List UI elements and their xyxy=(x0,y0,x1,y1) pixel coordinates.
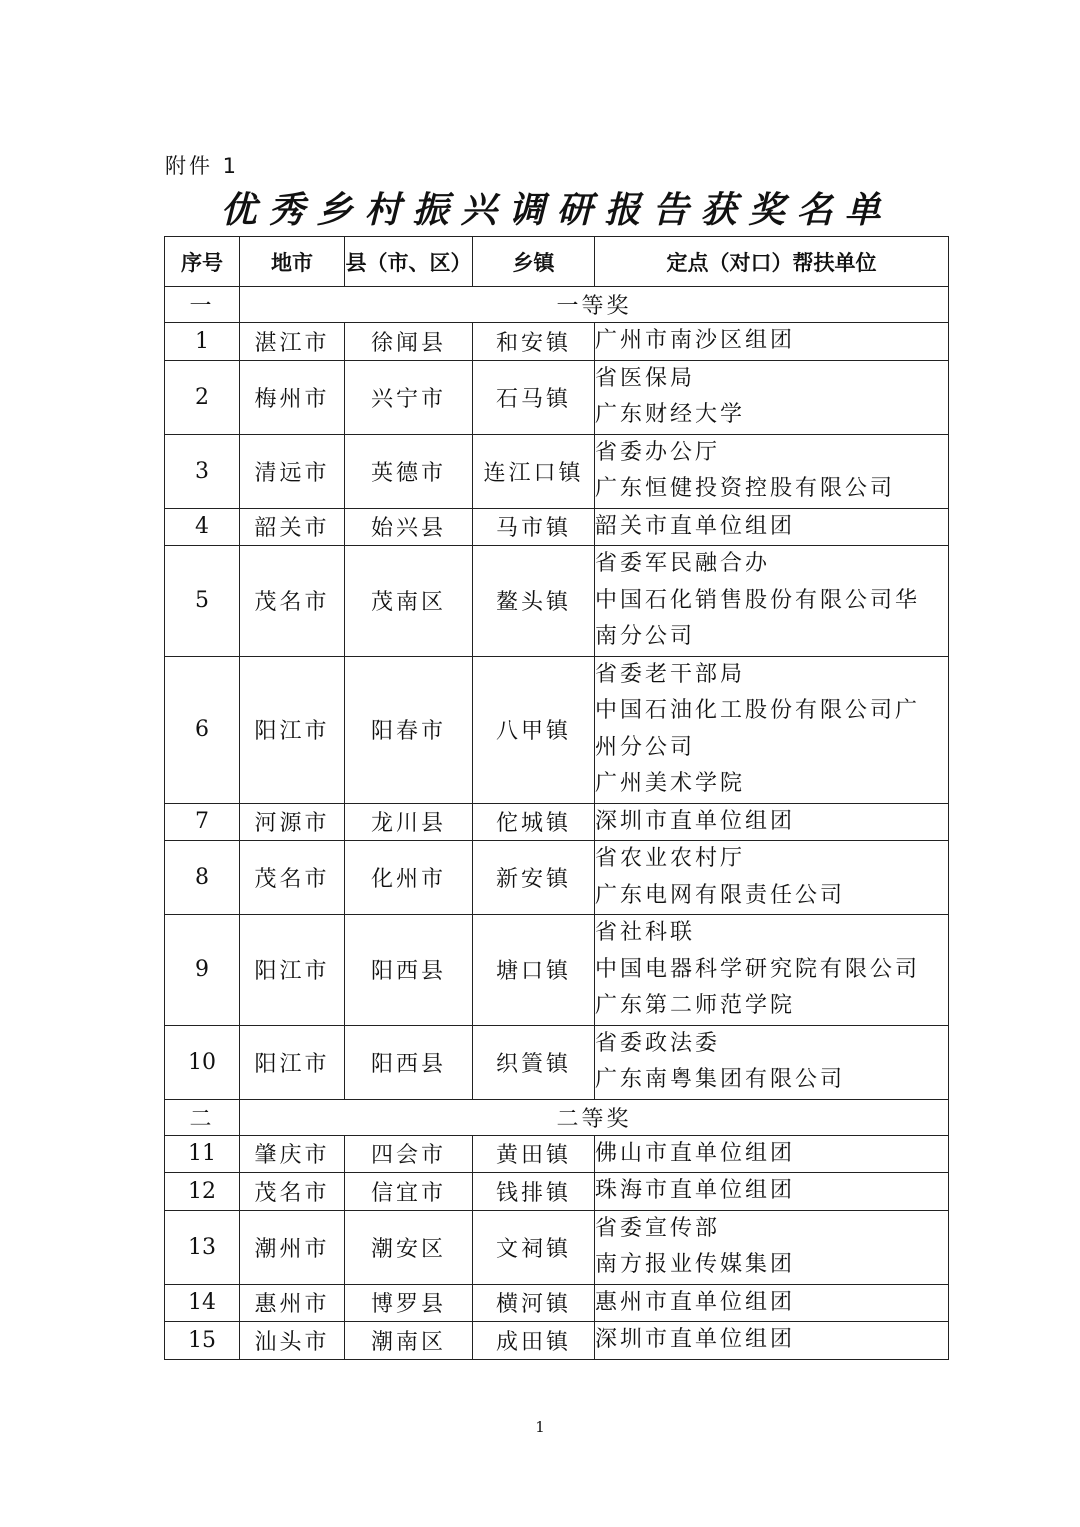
cell-town: 石马镇 xyxy=(473,360,595,434)
cell-unit xyxy=(595,915,949,1026)
cell-county: 潮南区 xyxy=(345,1322,473,1360)
unit-line: 省委军民融合办 xyxy=(595,551,771,576)
cell-county: 阳西县 xyxy=(345,915,473,1026)
cell-city: 茂名市 xyxy=(240,546,345,657)
unit-line: 省农业农村厅 xyxy=(595,846,746,871)
cell-no: 3 xyxy=(165,434,240,508)
cell-city: 阳江市 xyxy=(240,915,345,1026)
cell-county: 阳春市 xyxy=(345,656,473,803)
unit-line: 惠州市直单位组团 xyxy=(595,1289,796,1315)
cell-no: 6 xyxy=(165,656,240,803)
cell-unit xyxy=(595,546,949,657)
cell-county: 博罗县 xyxy=(345,1284,473,1322)
cell-county: 潮安区 xyxy=(345,1210,473,1284)
unit-line: 州分公司 xyxy=(595,734,696,760)
cell-unit xyxy=(595,508,949,546)
cell-county: 茂南区 xyxy=(345,546,473,657)
section-name: 一等奖 xyxy=(240,287,949,323)
table-row xyxy=(165,323,949,361)
cell-county: 徐闻县 xyxy=(345,323,473,361)
cell-town: 文祠镇 xyxy=(473,1210,595,1284)
unit-line: 省医保局 xyxy=(595,365,696,391)
unit-line: 省委宣传部 xyxy=(595,1215,721,1241)
table-row xyxy=(165,841,949,915)
unit-line: 深圳市直单位组团 xyxy=(595,1327,796,1352)
cell-no: 11 xyxy=(165,1135,240,1173)
cell-no: 15 xyxy=(165,1322,240,1360)
cell-town: 佗城镇 xyxy=(473,803,595,841)
table-row xyxy=(165,1025,949,1099)
attachment-label: 附件 1 xyxy=(165,154,240,178)
cell-city: 汕头市 xyxy=(240,1322,345,1360)
table-row xyxy=(165,1322,949,1360)
cell-city: 茂名市 xyxy=(240,841,345,915)
cell-town: 鳌头镇 xyxy=(473,546,595,657)
cell-unit xyxy=(595,434,949,508)
cell-unit xyxy=(595,1173,949,1211)
unit-line: 南方报业传媒集团 xyxy=(595,1252,796,1277)
cell-town: 塘口镇 xyxy=(473,915,595,1026)
cell-town: 和安镇 xyxy=(473,323,595,361)
cell-unit xyxy=(595,1025,949,1099)
cell-unit xyxy=(595,360,949,434)
cell-county: 兴宁市 xyxy=(345,360,473,434)
cell-unit xyxy=(595,1135,949,1173)
section-index: 一 xyxy=(165,287,240,323)
unit-line: 省委老干部局 xyxy=(595,661,746,687)
unit-line: 中国石油化工股份有限公司广 xyxy=(595,698,921,723)
cell-city: 潮州市 xyxy=(240,1210,345,1284)
cell-no: 10 xyxy=(165,1025,240,1099)
cell-city: 河源市 xyxy=(240,803,345,841)
unit-line: 韶关市直单位组团 xyxy=(595,513,796,539)
table-row xyxy=(165,803,949,841)
cell-county: 化州市 xyxy=(345,841,473,915)
unit-line: 省社科联 xyxy=(595,920,696,945)
unit-line: 广东财经大学 xyxy=(595,402,746,427)
cell-town: 织篢镇 xyxy=(473,1025,595,1099)
cell-no: 1 xyxy=(165,323,240,361)
cell-town: 横河镇 xyxy=(473,1284,595,1322)
cell-county: 始兴县 xyxy=(345,508,473,546)
cell-county: 龙川县 xyxy=(345,803,473,841)
table-row xyxy=(165,360,949,434)
cell-town: 成田镇 xyxy=(473,1322,595,1360)
cell-city: 阳江市 xyxy=(240,1025,345,1099)
unit-line: 佛山市直单位组团 xyxy=(595,1140,796,1166)
header-city: 地市 xyxy=(240,237,345,287)
cell-unit xyxy=(595,1322,949,1360)
cell-town: 黄田镇 xyxy=(473,1135,595,1173)
table-body xyxy=(165,287,949,1360)
table-row xyxy=(165,1135,949,1173)
unit-line: 省委办公厅 xyxy=(595,439,721,465)
cell-county: 英德市 xyxy=(345,434,473,508)
cell-no: 5 xyxy=(165,546,240,657)
unit-line: 广州市南沙区组团 xyxy=(595,328,796,353)
unit-line: 南分公司 xyxy=(595,624,696,649)
cell-county: 阳西县 xyxy=(345,1025,473,1099)
cell-town: 八甲镇 xyxy=(473,656,595,803)
header-town: 乡镇 xyxy=(473,237,595,287)
unit-line: 省委政法委 xyxy=(595,1030,721,1056)
cell-unit xyxy=(595,656,949,803)
cell-city: 湛江市 xyxy=(240,323,345,361)
cell-city: 肇庆市 xyxy=(240,1135,345,1173)
header-county: 县（市、区） xyxy=(345,237,473,287)
cell-county: 四会市 xyxy=(345,1135,473,1173)
cell-no: 9 xyxy=(165,915,240,1026)
unit-line: 珠海市直单位组团 xyxy=(595,1178,796,1203)
cell-city: 阳江市 xyxy=(240,656,345,803)
cell-city: 梅州市 xyxy=(240,360,345,434)
page-number: 1 xyxy=(535,1418,545,1436)
table-row xyxy=(165,508,949,546)
section-name: 二等奖 xyxy=(240,1099,949,1135)
unit-line: 中国石化销售股份有限公司华 xyxy=(595,587,921,613)
unit-line: 广东南粤集团有限公司 xyxy=(595,1067,846,1092)
cell-unit xyxy=(595,803,949,841)
cell-city: 惠州市 xyxy=(240,1284,345,1322)
table-row xyxy=(165,546,949,657)
cell-no: 7 xyxy=(165,803,240,841)
section-row xyxy=(165,287,949,323)
cell-unit xyxy=(595,1210,949,1284)
cell-city: 韶关市 xyxy=(240,508,345,546)
award-table xyxy=(164,236,949,1360)
unit-line: 广东第二师范学院 xyxy=(595,993,796,1018)
unit-line: 广州美术学院 xyxy=(595,771,746,796)
section-index: 二 xyxy=(165,1099,240,1135)
cell-no: 14 xyxy=(165,1284,240,1322)
cell-city: 茂名市 xyxy=(240,1173,345,1211)
table-row xyxy=(165,434,949,508)
cell-town: 钱排镇 xyxy=(473,1173,595,1211)
table-row xyxy=(165,1173,949,1211)
cell-unit xyxy=(595,841,949,915)
cell-no: 13 xyxy=(165,1210,240,1284)
cell-town: 连江口镇 xyxy=(473,434,595,508)
table-row xyxy=(165,656,949,803)
document-title: 优秀乡村振兴调研报告获奖名单 xyxy=(220,190,893,231)
unit-line: 深圳市直单位组团 xyxy=(595,808,796,834)
unit-line: 广东恒健投资控股有限公司 xyxy=(595,476,896,501)
table-row xyxy=(165,1210,949,1284)
cell-town: 马市镇 xyxy=(473,508,595,546)
unit-line: 广东电网有限责任公司 xyxy=(595,882,846,908)
table-row xyxy=(165,1284,949,1322)
header-no: 序号 xyxy=(165,237,240,287)
header-unit: 定点（对口）帮扶单位 xyxy=(595,237,949,287)
cell-county: 信宜市 xyxy=(345,1173,473,1211)
unit-line: 中国电器科学研究院有限公司 xyxy=(595,956,921,982)
cell-unit xyxy=(595,1284,949,1322)
cell-no: 8 xyxy=(165,841,240,915)
table-header-row xyxy=(165,237,949,287)
cell-no: 12 xyxy=(165,1173,240,1211)
cell-no: 4 xyxy=(165,508,240,546)
section-row xyxy=(165,1099,949,1135)
cell-no: 2 xyxy=(165,360,240,434)
cell-city: 清远市 xyxy=(240,434,345,508)
cell-unit xyxy=(595,323,949,361)
cell-town: 新安镇 xyxy=(473,841,595,915)
table-row xyxy=(165,915,949,1026)
